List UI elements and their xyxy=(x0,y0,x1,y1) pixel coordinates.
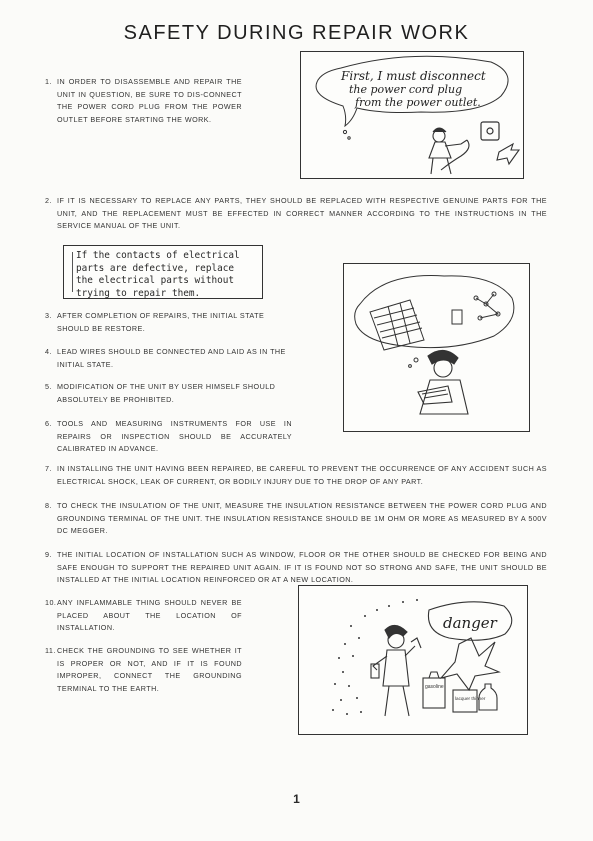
power-outlet-icon xyxy=(481,122,499,140)
thinner-can-icon xyxy=(453,690,486,712)
item-text: AFTER COMPLETION OF REPAIRS, THE INITIAL STATE SHOULD BE RESTORE. xyxy=(57,311,265,333)
page-title: SAFETY DURING REPAIR WORK xyxy=(123,22,470,44)
item-number: 1. xyxy=(45,77,52,86)
item-number: 4. xyxy=(45,347,52,356)
item-text: THE INITIAL LOCATION OF INSTALLATION SUCH AS WINDOW, FLOOR OR THE OTHER SHOULD BE CHECKED FOR BEING AND SAFE ENOUGH TO SUPPORT THE REPAIRED UNIT AGAIN. IF IT IS FOUND NOT SO STRONG AND SAFE, THE UNIT SHOULD BE INSTALLED AT THE INITIAL LOCATION REINFORCED OR AT A NEW LOCATION. xyxy=(57,550,547,584)
safety-item-7 xyxy=(45,463,547,488)
thinner-label: lacquer thinner xyxy=(455,696,486,701)
thought-bubble xyxy=(355,276,514,348)
typed-note-box xyxy=(63,245,263,299)
item-text: IN INSTALLING THE UNIT HAVING BEEN REPAIRED, BE CAREFUL TO PREVENT THE OCCURRENCE OF ANY ACCIDENT SUCH AS ELECTRICAL SHOCK, LEAK OF CURRENT, OR BODILY INJURY DUE TO THE DROP OF ANY PART. xyxy=(57,464,547,486)
man-figure xyxy=(418,350,468,414)
safety-item-4 xyxy=(45,346,297,371)
manual-drawing xyxy=(344,264,529,431)
components-icon xyxy=(452,292,500,324)
item-text: IF IT IS NECESSARY TO REPLACE ANY PARTS, THEY SHOULD BE REPLACED WITH RESPECTIVE GENUINE PARTS FOR THE UNIT, AND THE REPLACEMENT MUST BE EFFECTED IN CORRECT MANNER ACCORDING TO THE INSTRUCTIONS IN THE SERVICE MANUAL OF THE UNIT. xyxy=(57,196,547,230)
item-number: 9. xyxy=(45,550,52,559)
safety-item-3 xyxy=(45,310,297,335)
item-number: 8. xyxy=(45,501,52,510)
open-manual-icon xyxy=(370,300,424,350)
manual-illustration xyxy=(343,263,530,432)
item-text: TOOLS AND MEASURING INSTRUMENTS FOR USE IN REPAIRS OR INSPECTION SHOULD BE ACCURATELY CALIBRATED IN ADVANCE. xyxy=(57,419,292,453)
safety-item-6 xyxy=(45,418,292,456)
note-divider xyxy=(72,252,73,292)
page-number: 1 xyxy=(293,792,300,806)
item-number: 7. xyxy=(45,464,52,473)
arrow-icon xyxy=(497,144,519,164)
danger-drawing xyxy=(299,586,527,734)
man-figure xyxy=(429,128,469,174)
danger-illustration xyxy=(298,585,528,735)
speech-line-3: from the power outlet. xyxy=(355,96,481,109)
item-text: IN ORDER TO DISASSEMBLE AND REPAIR THE UNIT IN QUESTION, BE SURE TO DIS-CONNECT THE POWER CORD PLUG FROM THE POWER OUTLET BEFORE STARTING THE WORK. xyxy=(57,77,242,124)
safety-item-5 xyxy=(45,381,297,406)
safety-item-10 xyxy=(45,597,242,635)
speech-line-2: the power cord plug xyxy=(349,83,463,96)
item-text: MODIFICATION OF THE UNIT BY USER HIMSELF SHOULD ABSOLUTELY BE PROHIBITED. xyxy=(57,382,276,404)
safety-item-1 xyxy=(45,76,242,126)
danger-sign xyxy=(428,602,511,690)
item-text: TO CHECK THE INSULATION OF THE UNIT, MEASURE THE INSULATION RESISTANCE BETWEEN THE POWER CORD PLUG AND GROUNDING TERMINAL OF THE UNIT. THE INSULATION RESISTANCE SHOULD BE 1M OHM OR MORE AS MEASURED BY A 500V DC MEGGER. xyxy=(57,501,547,535)
item-number: 11. xyxy=(45,646,56,655)
note-text: If the contacts of electrical parts are defective, replace the electrical parts without trying to repair them. xyxy=(76,250,240,299)
unplug-illustration xyxy=(300,51,524,179)
item-number: 10. xyxy=(45,598,57,607)
man-figure xyxy=(371,625,421,716)
item-number: 6. xyxy=(45,419,52,428)
item-number: 3. xyxy=(45,311,52,320)
safety-item-9 xyxy=(45,549,547,587)
item-number: 5. xyxy=(45,382,52,391)
safety-item-11 xyxy=(45,645,242,695)
speech-line-1: First, I must disconnect xyxy=(341,69,486,83)
gasoline-label: gasoline xyxy=(425,684,444,690)
item-text: LEAD WIRES SHOULD BE CONNECTED AND LAID AS IN THE INITIAL STATE. xyxy=(57,347,286,369)
item-text: CHECK THE GROUNDING TO SEE WHETHER IT IS PROPER OR NOT, AND IF IT IS FOUND IMPROPER, CONNECT THE GROUNDING TERMINAL TO THE EARTH. xyxy=(57,646,242,693)
item-number: 2. xyxy=(45,196,52,205)
danger-label: danger xyxy=(443,614,497,632)
safety-item-2 xyxy=(45,195,547,233)
unplug-drawing xyxy=(301,52,523,178)
safety-item-8 xyxy=(45,500,547,538)
item-text: ANY INFLAMMABLE THING SHOULD NEVER BE PLACED ABOUT THE LOCATION OF INSTALLATION. xyxy=(57,598,242,632)
